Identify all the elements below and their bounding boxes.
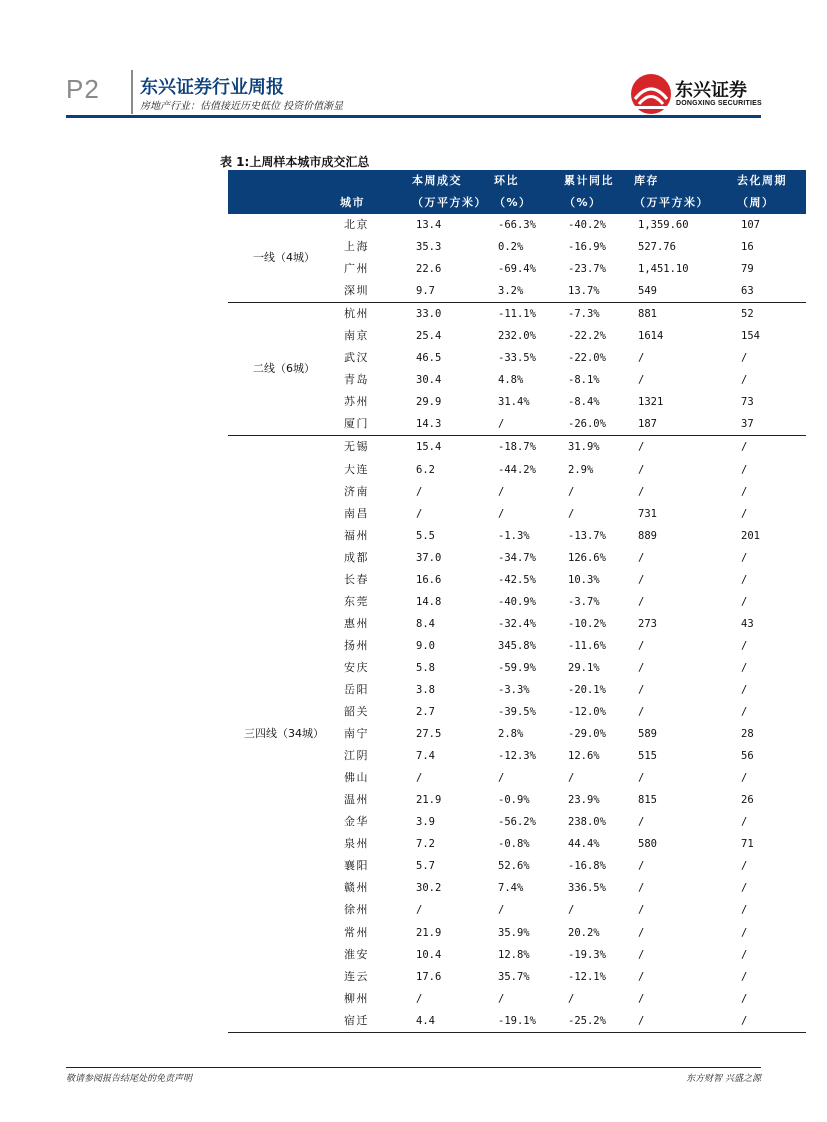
table-cell: -13.7% <box>568 529 606 542</box>
city-name: 杭州 <box>344 307 369 321</box>
table-cell: -3.7% <box>568 595 600 608</box>
table-cell: -18.7% <box>498 441 536 454</box>
table-cell: 21.9 <box>416 794 442 807</box>
table-cell: -8.1% <box>568 374 600 387</box>
table-cell: 25.4 <box>416 330 442 343</box>
logo-text: 东兴证券 <box>675 80 747 101</box>
city-name: 济南 <box>344 484 369 498</box>
city-name: 无锡 <box>344 440 369 454</box>
table-cell: 31.9% <box>568 441 600 454</box>
table-cell: / <box>638 573 645 586</box>
logo-subtext: DONGXING SECURITIES <box>676 100 762 107</box>
table-cell: 2.9% <box>568 463 594 476</box>
table-cell: / <box>416 485 423 498</box>
header-cell: 去化周期 <box>737 170 806 192</box>
table-cell: / <box>638 816 645 829</box>
header-cell: （万平方米） <box>634 192 737 214</box>
table-cell: 71 <box>741 838 754 851</box>
table-cell: / <box>741 904 748 917</box>
table-row <box>228 214 806 236</box>
table-cell: / <box>638 551 645 564</box>
city-transactions-table <box>228 170 806 1033</box>
city-name: 岳阳 <box>344 683 369 696</box>
city-name: 南京 <box>344 329 369 343</box>
table-cell: 79 <box>741 263 754 276</box>
city-name: 淮安 <box>344 947 369 961</box>
table-cell: 3.8 <box>416 684 435 696</box>
table-cell: 187 <box>634 413 737 436</box>
table-cell: -39.5% <box>498 706 536 719</box>
table-cell: -11.6% <box>568 639 606 652</box>
table-cell: / <box>741 463 748 476</box>
city-name: 温州 <box>344 793 369 807</box>
table-cell: -11.1% <box>498 308 536 321</box>
table-cell: / <box>741 639 748 652</box>
header-cell <box>228 192 340 214</box>
city-name: 南宁 <box>344 727 369 741</box>
table-cell: -16.9% <box>568 241 606 254</box>
header-divider <box>131 70 133 114</box>
table-cell: 3.2% <box>494 280 564 303</box>
table-cell: / <box>741 374 748 387</box>
table-cell: 29.9 <box>416 396 442 409</box>
header-cell <box>228 170 340 192</box>
table-cell: 107 <box>741 219 760 232</box>
table-cell: 29.1% <box>568 661 600 674</box>
city-name: 厦门 <box>340 413 412 436</box>
table-cell: / <box>638 639 645 652</box>
city-name: 深圳 <box>340 280 412 303</box>
table-cell: / <box>416 772 423 785</box>
table-cell: 549 <box>634 280 737 303</box>
city-name: 北京 <box>344 218 369 232</box>
tier-label: 一线（4城） <box>228 214 340 303</box>
table-row <box>228 436 806 459</box>
table-cell: -34.7% <box>498 551 536 564</box>
table-cell: / <box>638 595 645 608</box>
table-cell: -12.1% <box>568 970 606 983</box>
table-cell: 37.0 <box>416 551 442 564</box>
city-name: 上海 <box>344 240 369 254</box>
table-cell: / <box>638 882 645 895</box>
company-logo <box>630 70 765 118</box>
table-cell: -20.1% <box>568 684 606 696</box>
table-cell: / <box>498 992 505 1005</box>
city-name: 襄阳 <box>344 859 369 873</box>
table-cell: / <box>741 882 748 895</box>
table-cell: / <box>638 970 645 983</box>
table-cell: / <box>741 573 748 586</box>
table-cell: / <box>741 352 748 365</box>
table-cell: -22.2% <box>568 330 606 343</box>
table-cell: 6.2 <box>416 463 435 476</box>
footer-rule <box>66 1067 761 1068</box>
table-cell: / <box>741 595 748 608</box>
header-cell: 环比 <box>494 170 564 192</box>
table-cell: 1,359.60 <box>638 219 689 232</box>
table-cell: / <box>498 904 505 917</box>
table-cell: 21.9 <box>416 926 442 939</box>
table-cell: 0.2% <box>498 241 524 254</box>
table-cell: 26 <box>741 794 754 807</box>
table-cell: 31.4% <box>498 396 530 409</box>
header-cell: （%） <box>494 192 564 214</box>
header-cell: （万平方米） <box>412 192 494 214</box>
table-cell: 30.2 <box>416 882 442 895</box>
table-cell: / <box>741 706 748 719</box>
city-name: 扬州 <box>344 638 369 652</box>
table-cell: 2.7 <box>416 706 435 719</box>
table-cell: -23.7% <box>568 263 606 276</box>
table-cell: 44.4% <box>568 838 600 851</box>
table-cell: 9.7 <box>412 280 494 303</box>
city-name: 南昌 <box>344 506 369 520</box>
table-cell: / <box>741 970 748 983</box>
table-cell: 52.6% <box>498 860 530 873</box>
table-cell: / <box>416 904 423 917</box>
header-cell: 库存 <box>634 170 737 192</box>
city-name: 武汉 <box>344 351 369 365</box>
table-cell: 4.4 <box>412 1010 494 1033</box>
table-caption: 表 1:上周样本城市成交汇总 <box>220 155 370 169</box>
table-cell: / <box>638 374 645 387</box>
footer-disclaimer: 敬请参阅报告结尾处的免责声明 <box>66 1074 193 1084</box>
table-cell: 1321 <box>638 396 664 409</box>
table-cell: 7.4 <box>416 750 435 763</box>
table-cell: -0.8% <box>498 838 530 851</box>
page-number: P2 <box>66 74 100 104</box>
report-title: 东兴证券行业周报 <box>140 77 284 98</box>
table-cell: 345.8% <box>498 639 536 652</box>
table-cell: 27.5 <box>416 728 442 741</box>
table-cell: 16.6 <box>416 573 442 586</box>
table-cell: -7.3% <box>568 308 600 321</box>
table-cell: / <box>638 441 645 454</box>
table-cell: 5.7 <box>416 860 435 873</box>
city-name: 连云 <box>344 969 369 983</box>
table-cell: 889 <box>638 529 657 542</box>
table-cell: / <box>638 948 645 961</box>
table-cell: / <box>741 992 748 1005</box>
table-cell: 35.3 <box>416 241 442 254</box>
table-cell: / <box>568 904 575 917</box>
table-cell: 232.0% <box>498 330 536 343</box>
table-cell: / <box>741 948 748 961</box>
table-cell: 238.0% <box>568 816 606 829</box>
report-subtitle: 房地产行业：估值接近历史低位 投资价值渐显 <box>140 101 344 112</box>
table-cell: / <box>638 352 645 365</box>
table-cell: -29.0% <box>568 728 606 741</box>
table-cell: / <box>638 904 645 917</box>
table-cell: -10.2% <box>568 617 606 630</box>
table-cell: -40.2% <box>568 219 606 232</box>
table-cell: / <box>741 485 748 498</box>
table-cell: / <box>741 441 748 454</box>
table-cell: 28 <box>741 728 754 741</box>
table-cell: / <box>638 926 645 939</box>
table-cell: 4.8% <box>498 374 524 387</box>
table-cell: / <box>494 413 564 436</box>
city-name: 苏州 <box>344 395 369 409</box>
table-cell: 201 <box>741 529 760 542</box>
table-cell: / <box>741 860 748 873</box>
table-cell: 2.8% <box>498 728 524 741</box>
table-cell: 46.5 <box>416 352 442 365</box>
table-cell: -44.2% <box>498 463 536 476</box>
city-name: 韶关 <box>344 705 369 719</box>
city-name: 宿迁 <box>340 1010 412 1033</box>
city-name: 福州 <box>344 528 369 542</box>
table-cell: 15.4 <box>416 441 442 454</box>
table-cell: 35.9% <box>498 926 530 939</box>
table-cell: / <box>741 816 748 829</box>
table-cell: 56 <box>741 750 754 763</box>
city-name: 柳州 <box>344 991 369 1005</box>
table-header-row-bottom <box>228 192 806 214</box>
table-cell: 20.2% <box>568 926 600 939</box>
table-cell: -19.3% <box>568 948 606 961</box>
table-cell: -19.1% <box>494 1010 564 1033</box>
table-cell: / <box>638 684 645 696</box>
city-name: 金华 <box>344 815 369 829</box>
table-cell: 30.4 <box>416 374 442 387</box>
table-cell: -56.2% <box>498 816 536 829</box>
table-cell: -25.2% <box>564 1010 634 1033</box>
table-cell: 9.0 <box>416 639 435 652</box>
header-cell: 城市 <box>340 192 412 214</box>
header-rule <box>66 115 761 118</box>
table-cell: 10.4 <box>416 948 442 961</box>
table-cell: 580 <box>638 838 657 851</box>
header-cell: （周） <box>737 192 806 214</box>
table-cell: 12.6% <box>568 750 600 763</box>
city-name: 江阴 <box>344 749 369 763</box>
table-cell: 273 <box>638 617 657 630</box>
table-cell: 63 <box>737 280 806 303</box>
table-cell: 7.4% <box>498 882 524 895</box>
table-cell: 7.2 <box>416 838 435 851</box>
city-name: 东莞 <box>344 594 369 608</box>
table-cell: / <box>568 772 575 785</box>
city-name: 惠州 <box>344 616 369 630</box>
table-cell: / <box>568 485 575 498</box>
table-cell: / <box>741 684 748 696</box>
table-cell: 17.6 <box>416 970 442 983</box>
table-cell: / <box>741 661 748 674</box>
table-cell: -33.5% <box>498 352 536 365</box>
table-cell: / <box>741 772 748 785</box>
table-cell: 5.5 <box>416 529 435 542</box>
table-cell: 23.9% <box>568 794 600 807</box>
table-cell: -3.3% <box>498 684 530 696</box>
header-cell: （%） <box>564 192 634 214</box>
table-cell: / <box>638 661 645 674</box>
city-name: 常州 <box>344 925 369 939</box>
table-cell: 14.8 <box>416 595 442 608</box>
city-name: 大连 <box>344 462 369 476</box>
table-cell: 13.7% <box>564 280 634 303</box>
table-cell: 527.76 <box>638 241 676 254</box>
table-cell: / <box>741 507 748 520</box>
table-cell: 731 <box>638 507 657 520</box>
city-name: 青岛 <box>344 373 369 387</box>
table-cell: / <box>568 507 575 520</box>
table-cell: 815 <box>638 794 657 807</box>
table-cell: / <box>638 772 645 785</box>
table-cell: / <box>741 551 748 564</box>
table-cell: / <box>638 485 645 498</box>
table-cell: 14.3 <box>412 413 494 436</box>
header-cell <box>340 170 412 192</box>
city-name: 长春 <box>344 572 369 586</box>
table-header-row-top <box>228 170 806 192</box>
table-cell: -26.0% <box>564 413 634 436</box>
table-cell: 8.4 <box>416 617 435 630</box>
table-cell: 336.5% <box>568 882 606 895</box>
city-name: 成都 <box>344 550 369 564</box>
table-cell: -66.3% <box>498 219 536 232</box>
table-cell: / <box>638 463 645 476</box>
city-name: 赣州 <box>344 881 369 895</box>
table-cell: -16.8% <box>568 860 606 873</box>
table-cell: 16 <box>741 241 754 254</box>
city-name: 广州 <box>344 262 369 276</box>
table-cell: -8.4% <box>568 396 600 409</box>
table-row <box>228 303 806 326</box>
table-cell: / <box>416 507 423 520</box>
table-cell: 12.8% <box>498 948 530 961</box>
table-cell: 37 <box>737 413 806 436</box>
table-cell: 881 <box>638 308 657 321</box>
table-cell: 589 <box>638 728 657 741</box>
table-cell: 43 <box>741 617 754 630</box>
table-cell: 22.6 <box>416 263 442 276</box>
table-cell: 52 <box>741 308 754 321</box>
table-cell: 73 <box>741 396 754 409</box>
table-cell: -22.0% <box>568 352 606 365</box>
city-name: 安庆 <box>344 660 369 674</box>
table-cell: 1,451.10 <box>638 263 689 276</box>
table-cell: -40.9% <box>498 595 536 608</box>
table-cell: 35.7% <box>498 970 530 983</box>
table-cell: -0.9% <box>498 794 530 807</box>
table-cell: / <box>638 706 645 719</box>
table-cell: / <box>498 485 505 498</box>
table-cell: / <box>498 772 505 785</box>
header-cell: 本周成交 <box>412 170 494 192</box>
table-cell: -1.3% <box>498 529 530 542</box>
city-name: 泉州 <box>344 837 369 851</box>
city-name: 徐州 <box>344 903 369 917</box>
table-cell: 1614 <box>638 330 664 343</box>
table-cell: -59.9% <box>498 661 536 674</box>
table-cell: 515 <box>638 750 657 763</box>
table-cell: / <box>638 992 645 1005</box>
tier-label: 二线（6城） <box>228 303 340 436</box>
table-cell: / <box>634 1010 737 1033</box>
table-cell: -42.5% <box>498 573 536 586</box>
table-cell: 13.4 <box>416 219 442 232</box>
table-cell: 3.9 <box>416 816 435 829</box>
table-cell: 154 <box>741 330 760 343</box>
table-cell: -12.0% <box>568 706 606 719</box>
table-cell: 5.8 <box>416 661 435 674</box>
tier-label: 三四线（34城） <box>228 436 340 1032</box>
table-cell: / <box>737 1010 806 1033</box>
footer-slogan: 东方财智 兴盛之源 <box>686 1074 761 1084</box>
table-cell: 33.0 <box>416 308 442 321</box>
table-cell: / <box>416 992 423 1005</box>
table-cell: / <box>568 992 575 1005</box>
header-cell: 累计同比 <box>564 170 634 192</box>
logo-emblem-icon <box>630 73 672 115</box>
table-cell: -12.3% <box>498 750 536 763</box>
table-cell: 126.6% <box>568 551 606 564</box>
table-cell: / <box>498 507 505 520</box>
table-cell: 10.3% <box>568 573 600 586</box>
table-cell: / <box>741 926 748 939</box>
table-cell: -32.4% <box>498 617 536 630</box>
city-name: 佛山 <box>344 771 369 785</box>
table-cell: / <box>638 860 645 873</box>
table-cell: -69.4% <box>498 263 536 276</box>
